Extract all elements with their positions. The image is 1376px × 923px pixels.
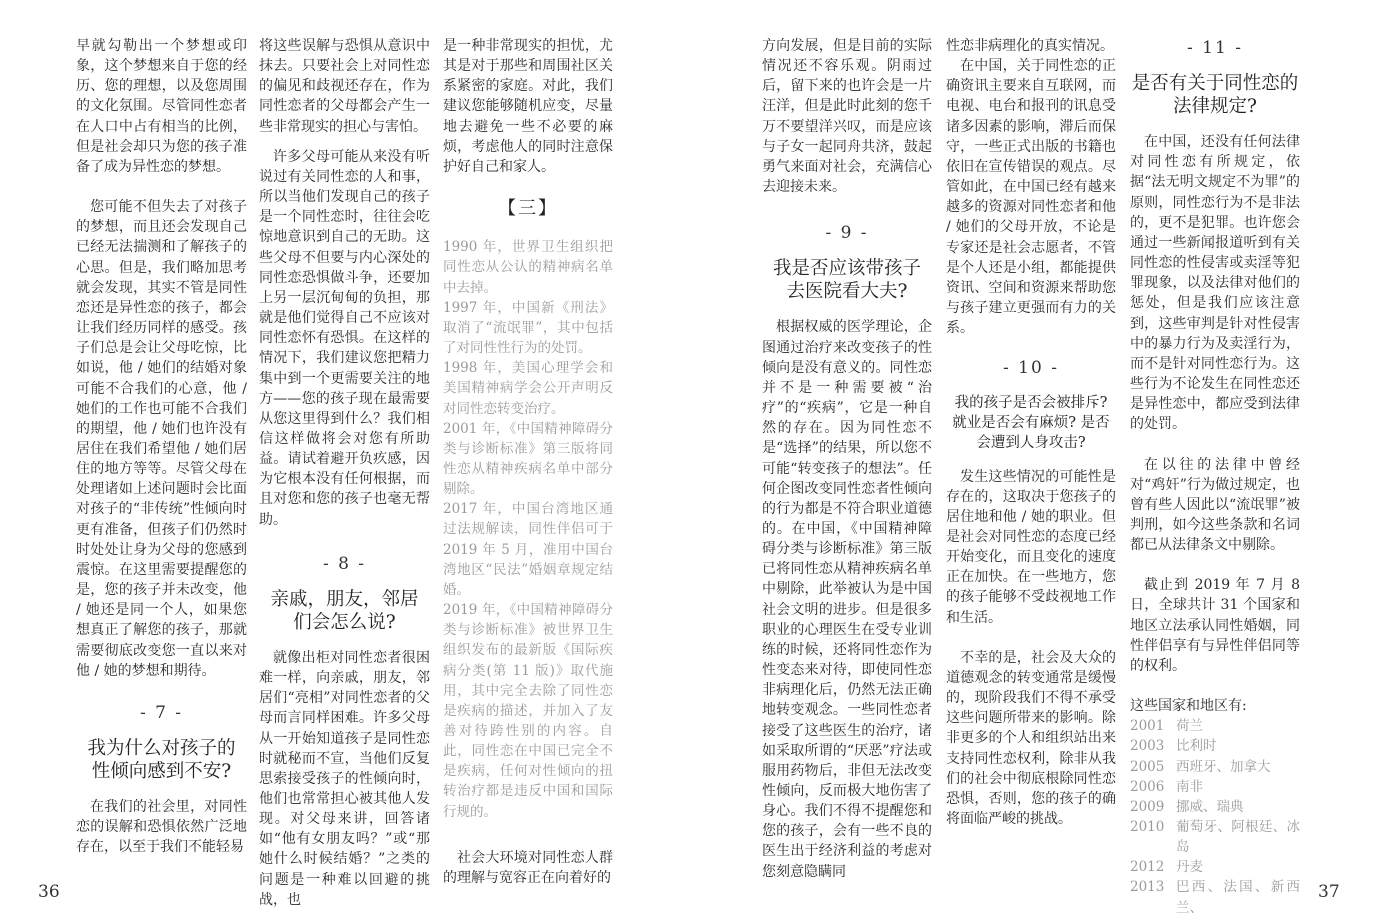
- paragraph: 您可能不但失去了对孩子的梦想，而且还会发现自己已经无法揣测和了解孩子的心思。但是，我们略加思考就会发现，其实不管是同性恋还是异性恋的孩子，都会让我们经历同样的感受。孩子们总是会让父母吃惊，比如说，他 / 她们的结婚对象可能不合我们的心意，他 / 她们的工作也可能不合我们的期望，他 / 她们也许没有居住在我们希望他 / 她们居住的地方等等。尽管父母在处理诸如上述问题时会比面对孩子的“非传统”性倾向时更有准备，但孩子们仍然时时处处让身为父母的您感到震惊。在这里需要提醒您的是，您的孩子并未改变，他 / 她还是同一个人，如果您想真正了解您的孩子，那就需要彻底改变您一直以来对他 / 她的梦想和期待。: [76, 199, 247, 679]
- paragraph: 在我们的社会里，对同性恋的误解和恐惧依然广泛地存在，以至于我们不能轻易: [76, 799, 247, 856]
- timeline-item: 2019 年，《中国精神障碍分类与诊断标准》被世界卫生组织发布的最新版《国际疾病分类(第 11 版)》取代施用，其中完全去除了同性恋是疾病的描述，并加入了友善对待跨性别的内容。自此，同性恋在中国已完全不是疾病，任何对性倾向的扭转治疗都是违反中国和国际行规的。: [443, 602, 613, 820]
- list-year: 2001: [1130, 718, 1165, 735]
- list-item: [1130, 877, 1300, 917]
- paragraph: 是一种非常现实的担忧，尤其是对于那些和周围社区关系紧密的家庭。对此，我们建议您能够随机应变，尽量地去避免一些不必要的麻烦，考虑他人的同时注意保护好自己和家人。: [443, 38, 613, 175]
- list-item: [1130, 777, 1300, 797]
- right-column-2: [946, 36, 1116, 829]
- paragraph: 在以往的法律中曾经对“鸡奸”行为做过规定，也曾有些人因此以“流氓罪”被判刑，如今这些条款和名词都已从法律条文中剔除。: [1130, 456, 1300, 554]
- paragraph: 性恋非病理化的真实情况。: [946, 38, 1114, 54]
- part-three-title: 【三】: [498, 198, 558, 220]
- list-intro: 这些国家和地区有:: [1130, 698, 1247, 715]
- list-year: 2010: [1130, 819, 1165, 835]
- list-countries: 丹麦: [1176, 859, 1203, 876]
- timeline-item: 2001 年，《中国精神障碍分类与诊断标准》第三版将同性恋从精神疾病名单中部分剔除。: [443, 420, 613, 498]
- section-heading-10: 我的孩子是否会被排斥? 就业是否会有麻烦? 是否会遭到人身攻击?: [952, 394, 1110, 451]
- list-item: [1130, 857, 1300, 877]
- timeline-item: 1998 年，美国心理学会和美国精神病学会公开声明反对同性恋转变治疗。: [443, 360, 613, 417]
- paragraph: 截止到 2019 年 7 月 8 日，全球共计 31 个国家和地区立法承认同性婚姻，同性伴侣享有与异性伴侣同等的权利。: [1130, 577, 1300, 674]
- left-column-1: [76, 36, 247, 857]
- list-item: [1130, 757, 1300, 777]
- paragraph: 不幸的是，社会及大众的道德观念的转变通常是缓慢的，现阶段我们不得不承受这些问题所带来的影响。除非更多的个人和组织站出来支持同性恋权利，除非从我们的社会中彻底根除同性恋恐惧，否则，您的孩子的确将面临严峻的挑战。: [946, 649, 1116, 827]
- list-countries: 荷兰: [1176, 718, 1203, 735]
- section-number-8: - 8 -: [322, 553, 367, 574]
- timeline-item: 2017 年，中国台湾地区通过法规解读，同性伴侣可于 2019 年 5 月，准用中国台湾地区“民法”婚姻章规定结婚。: [443, 501, 613, 598]
- list-item: [1130, 716, 1300, 736]
- right-column-3: [1130, 36, 1300, 918]
- list-countries: 葡萄牙、阿根廷、冰岛: [1176, 819, 1300, 856]
- list-year: 2012: [1130, 859, 1165, 876]
- paragraph: 将这些误解与恐惧从意识中抹去。只要社会上对同性恋的偏见和歧视还存在，作为同性恋者的父母都会产生一些非常现实的担心与害怕。: [259, 38, 430, 135]
- list-year: 2006: [1130, 778, 1165, 795]
- paragraph: 根据权威的医学理论，企图通过治疗来改变孩子的性倾向是没有意义的。同性恋并不是一种需要被“治疗”的“疾病”，它是一种自然的存在。因为同性恋不是“选择”的结果，所以您不可能“转变孩子的想法”。任何企图改变同性恋者性倾向的行为都是不符合职业道德的。在中国，《中国精神障碍分类与诊断标准》第三版已将同性恋从精神疾病名单中剔除，此举被认为是中国社会文明的进步。但是很多职业的心理医生在受专业训练的时候，还将同性恋作为性变态来对待，即使同性恋非病理化后，仍然无法正确地转变观念。一些同性恋者接受了这些医生的治疗，诸如采取所谓的“厌恶”疗法或服用药物后，非但无法改变性倾向，反而极大地伤害了身心。我们不得不提醒您和您的孩子，会有一些不良的医生出于经济利益的考虑对您刻意隐瞒同: [762, 319, 932, 880]
- section-number-9: - 9 -: [825, 223, 869, 244]
- list-year: 2005: [1130, 758, 1165, 775]
- timeline-item: 1997 年，中国新《刑法》取消了“流氓罪”，其中包括了对同性性行为的处罚。: [443, 299, 613, 357]
- section-heading-8: 亲戚，朋友，邻居们会怎么说?: [270, 588, 419, 633]
- list-countries: 挪威、瑞典: [1176, 798, 1244, 815]
- list-countries: 巴西、法国、新西兰、: [1176, 879, 1300, 916]
- paragraph: 社会大环境对同性恋人群的理解与宽容正在向着好的: [443, 849, 613, 886]
- list-countries: 西班牙、加拿大: [1176, 758, 1271, 775]
- list-item: [1130, 817, 1300, 857]
- right-column-1: [762, 36, 932, 882]
- page-number-right: 37: [1318, 882, 1340, 902]
- timeline-item: 1990 年，世界卫生组织把同性恋从公认的精神病名单中去掉。: [443, 239, 613, 296]
- country-list: [1130, 716, 1300, 918]
- left-column-3: [443, 36, 613, 888]
- timeline-list: [443, 237, 613, 822]
- paragraph: 在中国，还没有任何法律对同性恋有所规定，依据“法无明文规定不为罪”的原则，同性恋行为不是非法的，更不是犯罪。也许您会通过一些新闻报道听到有关同性恋的性侵害或卖淫等犯罪现象，以及法律对他们的惩处，但是我们应该注意到，这些审判是针对性侵害中的暴力行为及卖淫行为，而不是针对同性恋行为。这些行为不论发生在同性恋还是异性恋中，都应受到法律的处罚。: [1130, 134, 1300, 433]
- paragraph: 许多父母可能从来没有听说过有关同性恋的人和事，所以当他们发现自己的孩子是一个同性恋时，往往会吃惊地意识到自己的无助。这些父母不但要与内心深处的同性恋恐惧做斗争，还要加上另一层沉甸甸的负担，那就是他们觉得自己不应该对同性恋怀有恐惧。在这样的情况下，我们建议您把精力集中到一个更需要关注的地方——您的孩子现在最需要从您这里得到什么？我们相信这样做将会对您有所助益。请试着避开负疚感，因为它根本没有任何根据，而且对您和您的孩子也毫无帮助。: [259, 148, 430, 528]
- paragraph: 早就勾勒出一个梦想或印象，这个梦想来自于您的经历、您的理想，以及您周围的文化氛围。尽管同性恋者在人口中占有相当的比例，但是社会却只为您的孩子准备了成为异性恋的梦想。: [76, 38, 247, 175]
- list-year: 2009: [1130, 798, 1165, 815]
- paragraph: 在中国，关于同性恋的正确资讯主要来自互联网，而电视、电台和报刊的讯息受诸多因素的影响，滞后而保守，一些正式出版的书籍也依旧在宣传错误的观点。尽管如此，在中国已经有越来越多的资源对同性恋者和他 / 她们的父母开放，不论是专家还是社会志愿者，不管是个人还是小组，都能提供资讯、空间和资源来帮助您与孩子建立更强而有力的关系。: [946, 58, 1116, 337]
- list-item: [1130, 736, 1300, 756]
- list-countries: 南非: [1176, 778, 1203, 795]
- list-year: 2013: [1130, 879, 1165, 896]
- section-heading-7: 我为什么对孩子的性倾向感到不安?: [87, 738, 236, 782]
- page-number-left: 36: [38, 882, 60, 902]
- left-column-2: [259, 36, 430, 910]
- section-heading-11: 是否有关于同性恋的法律规定?: [1131, 73, 1299, 118]
- paragraph: 发生这些情况的可能性是存在的，这取决于您孩子的居住地和他 / 她的职业。但是社会对同性恋的态度已经开始变化，而且变化的速度正在加快。在一些地方，您的孩子能够不受歧视地工作和生活。: [946, 468, 1116, 626]
- section-number-7: - 7 -: [139, 702, 184, 723]
- list-item: [1130, 797, 1300, 817]
- list-year: 2003: [1130, 738, 1165, 755]
- section-heading-9: 我是否应该带孩子去医院看大夫?: [772, 258, 921, 303]
- list-countries: 比利时: [1176, 738, 1217, 755]
- section-number-10: - 10 -: [1003, 358, 1059, 379]
- paragraph: 方向发展，但是目前的实际情况还不容乐观。阴雨过后，留下来的也许会是一片汪洋，但是此时此刻的您千万不要望洋兴叹，而是应该与子女一起同舟共济，鼓起勇气来面对社会，充满信心去迎接未来。: [762, 38, 932, 196]
- section-number-11: - 11 -: [1187, 38, 1243, 58]
- paragraph: 就像出柜对同性恋者很困难一样，向亲戚，朋友，邻居们“亮相”对同性恋者的父母而言同样困难。许多父母从一开始知道孩子是同性恋时就秘而不宣，当他们反复思索接受孩子的性倾向时，他们也常常担心被其他人发现。对父母来讲，回答诸如“他有女朋友吗？”或“那她什么时候结婚？”之类的问题是一种难以回避的挑战，也: [259, 649, 430, 908]
